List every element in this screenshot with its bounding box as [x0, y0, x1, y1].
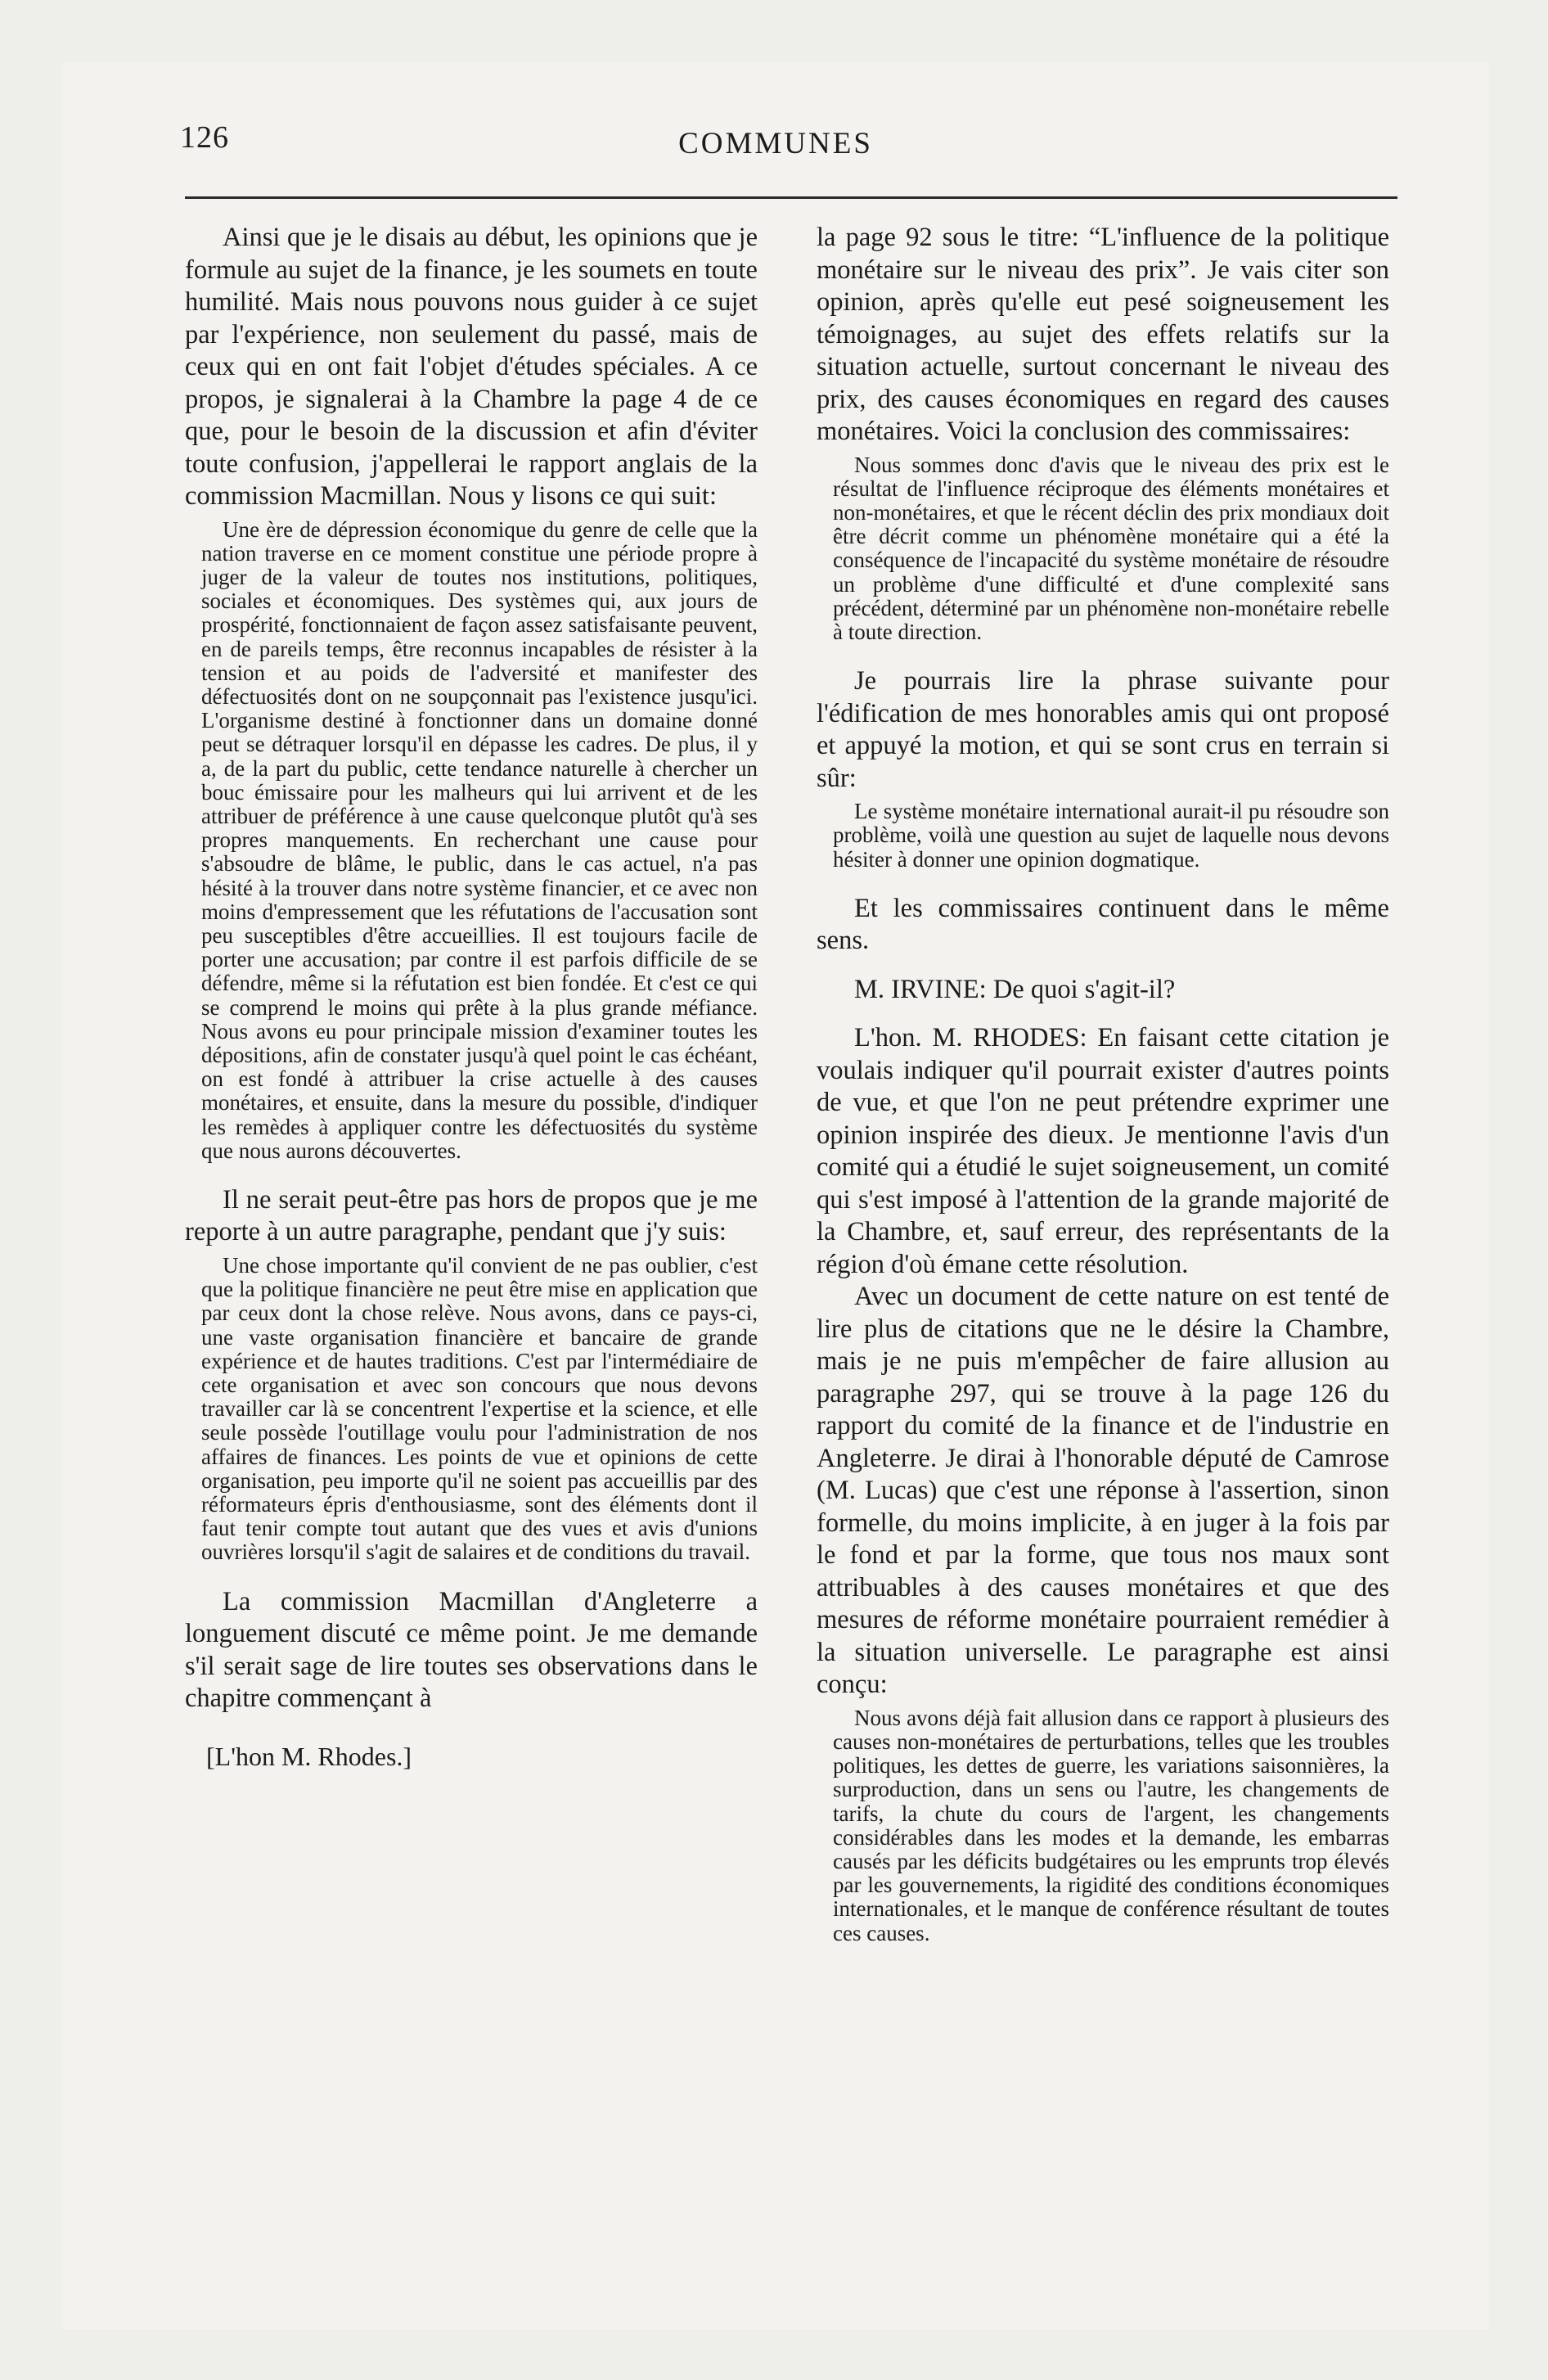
- paragraph: Avec un document de cette nature on est tenté de lire plus de citations que ne le désire la Chambre, mais je ne puis m'empêcher de faire allusion au paragraphe 297, qui se trouve à la page 126 du rapport du comité de la finance et de l'industrie en Angleterre. Je dirai à l'honorable député de Camrose (M. Lucas) que c'est une réponse à l'assertion, sinon formelle, du moins implicite, à en juger à la fois par le fond et par la forme, que tous nos maux sont attribuables à des causes monétaires et que des mesures de réforme monétaire pourraient remédier à la situation universelle. Le paragraphe est ainsi conçu:: [817, 1282, 1389, 1700]
- paragraph: La commission Macmillan d'Angleterre a longuement discuté ce même point. Je me demande s'il serait sage de lire toutes ses observations dans le chapitre commençant à: [185, 1586, 758, 1714]
- block-quote: Nous sommes donc d'avis que le niveau des prix est le résultat de l'influence réciproque des éléments monétaires et non-monétaires, et que le récent déclin des prix mondiaux doit être décrit comme un phénomène monétaire qui a été la conséquence de l'incapacité du système monétaire de résoudre un problème d'une difficulté et d'une complexité sans précédent, déterminé par un phénomène non-monétaire rebelle à toute direction.: [833, 452, 1389, 644]
- left-column: [185, 222, 758, 1773]
- paragraph: Ainsi que je le disais au début, les opinions que je formule au sujet de la finance, je les soumets en toute humilité. Mais nous pouvons nous guider à ce sujet par l'expérience, non seulement du passé, mais de ceux qui en ont fait l'objet d'études spéciales. A ce propos, je signalerai à la Chambre la page 4 de ce que, pour le besoin de la discussion et afin d'éviter toute confusion, j'appellerai le rapport anglais de la commission Macmillan. Nous y lisons ce qui suit:: [185, 223, 758, 511]
- page-number: 126: [180, 120, 229, 155]
- block-quote: Une chose importante qu'il convient de ne pas oublier, c'est que la politique financière ne peut être mise en application que par ceux dont la chose relève. Nous avons, dans ce pays-ci, une vaste organisation financière et bancaire de grande expérience et de hautes traditions. C'est par l'intermédiaire de cete organisation et avec son concours que nous devons travailler car là se concentrent l'expertise et la science, et elle seule possède l'outillage voulu pour l'administration de nos affaires de finances. Les points de vue et opinions de cette organisation, peu importe qu'il ne soient pas accueillis par des réformateurs épris d'enthousiasme, sont des éléments dont il faut tenir compte tout autant que des vues et avis d'unions ouvrières lorsqu'il s'agit de salaires et de conditions du travail.: [201, 1252, 758, 1565]
- paragraph: M. IRVINE: De quoi s'agit-il?: [854, 974, 1176, 1004]
- paragraph: Il ne serait peut-être pas hors de propos que je me reporte à un autre paragraphe, pendant que j'y suis:: [185, 1184, 758, 1247]
- right-column: [817, 222, 1389, 1950]
- document-page: [62, 62, 1489, 2329]
- page-header: [62, 62, 1489, 185]
- paragraph: L'hon. M. RHODES: En faisant cette citation je voulais indiquer qu'il pourrait exister d'autres points de vue, et que l'on ne peut prétendre exprimer une opinion inspirée des dieux. Je mentionne l'avis d'un comité qui a étudié le sujet soigneusement, un comité qui s'est imposé à l'attention de la grande majorité de la Chambre, et, sauf erreur, des représentants de la région d'où émane cette résolution.: [817, 1023, 1389, 1279]
- block-quote: Nous avons déjà fait allusion dans ce rapport à plusieurs des causes non-monétaires de perturbations, telles que les troubles politiques, les dettes de guerre, les variations saisonnières, la surproduction, dans un sens ou l'autre, les changements de tarifs, la chute du cours de l'argent, les changements considérables dans les modes et la demande, les embarras causés par les déficits budgétaires ou les emprunts trop élevés par les gouvernements, la rigidité des conditions économiques internationales, et le manque de conférence résultant de toutes ces causes.: [833, 1705, 1389, 1945]
- block-quote: Une ère de dépression économique du genre de celle que la nation traverse en ce moment constitue une période propre à juger de la valeur de toutes nos institutions, politiques, sociales et économiques. Des systèmes qui, aux jours de prospérité, fonctionnaient de façon assez satisfaisante peuvent, en de pareils temps, être reconnus incapables de résister à la tension et au poids de l'adversité et manifester des défectuosités dont on ne soupçonnait pas l'existence jusqu'ici. L'organisme destiné à fonctionner dans un domaine donné peut se détraquer lorsqu'il en dépasse les cadres. De plus, il y a, de la part du public, cette tendance naturelle à chercher un bouc émissaire pour les malheurs qui lui arrivent et de les attribuer de préférence à une cause quelconque plutôt qu'à ses propres manquements. En recherchant une cause pour s'absoudre de blâme, le public, dans le cas actuel, n'a pas hésité à la trouver dans notre système financier, et ce avec non moins d'empressement que les réfutations de l'accusation sont peu susceptibles d'être accueillies. Il est toujours facile de porter une accusation; par contre il est parfois difficile de se défendre, même si la réfutation est bien fondée. Et c'est ce qui se comprend le moins qui prête à la plus grande méfiance. Nous avons eu pour principale mission d'examiner toutes les dépositions, afin de constater jusqu'à quel point le cas échéant, on est fondé à attribuer la crise actuelle à des causes monétaires, et ensuite, dans la mesure du possible, d'indiquer les remèdes à appliquer contre les défectuosités du système que nous aurons découvertes.: [201, 516, 758, 1163]
- running-head: COMMUNES: [678, 127, 873, 160]
- paragraph: Et les commissaires continuent dans le même sens.: [817, 893, 1389, 956]
- block-quote: Le système monétaire international aurait-il pu résoudre son problème, voilà une question au sujet de laquelle nous devons hésiter à donner une opinion dogmatique.: [833, 799, 1389, 872]
- header-rule: [185, 196, 1397, 199]
- paragraph: Je pourrais lire la phrase suivante pour l'édification de mes honorables amis qui ont proposé et appuyé la motion, et qui se sont crus en terrain si sûr:: [817, 666, 1389, 793]
- speaker-attribution: [L'hon M. Rhodes.]: [206, 1741, 412, 1771]
- paragraph: la page 92 sous le titre: “L'influence de la politique monétaire sur le niveau des prix”. Je vais citer son opinion, après qu'elle eut pesé soigneusement les témoignages, au sujet des effets relatifs sur la situation actuelle, surtout concernant le niveau des prix, des causes économiques en regard des causes monétaires. Voici la conclusion des commissaires:: [817, 223, 1389, 446]
